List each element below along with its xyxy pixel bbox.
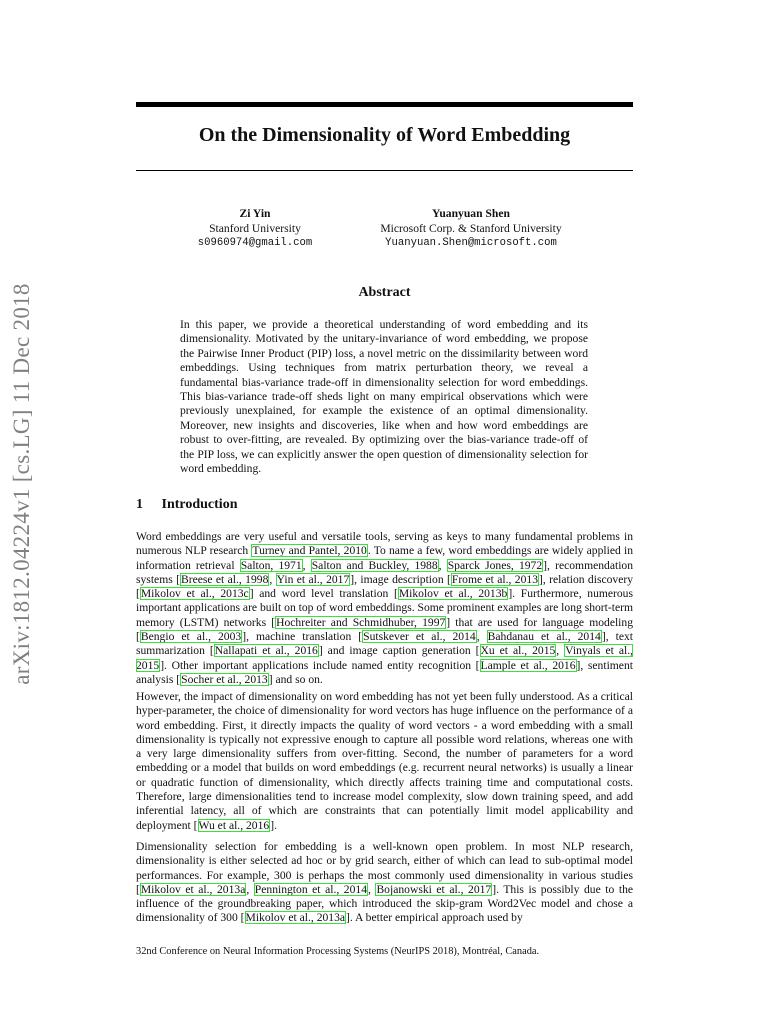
- paragraph-text: ].: [270, 818, 277, 832]
- author-affiliation: Stanford University: [209, 222, 301, 235]
- citation-link[interactable]: Nallapati et al., 2016: [214, 644, 318, 658]
- paragraph-text: ,: [246, 882, 254, 896]
- author-block: [360, 206, 582, 251]
- citation-link[interactable]: Turney and Pantel, 2010: [252, 544, 367, 558]
- citation-link[interactable]: Pennington et al., 2014: [254, 882, 367, 896]
- title-rule-top: [136, 102, 633, 107]
- paragraph-text: ]. This is possibly due to the influence of the groundbreaking paper, which introduced the skip-gram Word2Vec model and chose a dimensionality of 300 [: [136, 882, 634, 925]
- section-heading: [136, 497, 237, 513]
- paragraph-text: . To name a few, word embeddings are widely applied in information retrieval: [136, 544, 633, 572]
- citation-link[interactable]: Frome et al., 2013: [451, 572, 538, 586]
- title-rule-bottom: [136, 170, 633, 171]
- citation-link[interactable]: Mikolov et al., 2013c: [140, 587, 249, 601]
- author-email[interactable]: s0960974@gmail.com: [197, 237, 313, 249]
- paragraph-text: ,: [556, 644, 565, 658]
- citation-link[interactable]: Salton and Buckley, 1988: [311, 558, 438, 572]
- paragraph-text: ], text summarization [: [136, 630, 634, 658]
- citation-link[interactable]: Salton, 1971: [240, 558, 302, 572]
- paragraph-text: ], sentiment analysis [: [136, 658, 633, 686]
- author-name: Zi Yin: [239, 207, 271, 220]
- paragraph-text: ], image description [: [350, 572, 451, 586]
- intro-paragraph-2: [136, 690, 633, 833]
- author-name: Yuanyuan Shen: [432, 207, 510, 220]
- citation-link[interactable]: Yin et al., 2017: [276, 572, 350, 586]
- citation-link[interactable]: Mikolov et al., 2013a: [245, 911, 346, 925]
- paragraph-text: ]. Furthermore, numerous important applications are built on top of word embeddings. Some prominent examples are long short-term memory (LSTM) networks [: [136, 587, 633, 629]
- citation-link[interactable]: Lample et al., 2016: [480, 658, 576, 672]
- citation-link[interactable]: Bengio et al., 2003: [140, 630, 242, 644]
- paragraph-text: ,: [368, 882, 376, 896]
- intro-paragraph-3: [136, 840, 633, 926]
- author-email[interactable]: Yuanyuan.Shen@microsoft.com: [385, 237, 557, 249]
- paragraph-text: ]. A better empirical approach used by: [346, 911, 523, 925]
- paragraph-text: ] and image caption generation [: [318, 644, 480, 658]
- paragraph-text: ,: [476, 630, 487, 644]
- citation-link[interactable]: Xu et al., 2015: [480, 644, 556, 658]
- paragraph-text: ,: [269, 572, 276, 586]
- citation-link[interactable]: Sutskever et al., 2014: [363, 630, 476, 644]
- citation-link[interactable]: Hochreiter and Schmidhuber, 1997: [276, 615, 446, 629]
- paragraph-text: ,: [438, 558, 447, 572]
- citation-link[interactable]: Mikolov et al., 2013b: [398, 587, 508, 601]
- paragraph-text: ] and word level translation [: [249, 587, 398, 601]
- citation-link[interactable]: Vinyals et al., 2015: [136, 644, 634, 672]
- paragraph-text: ], relation discovery [: [136, 572, 633, 601]
- paragraph-text: ]. Other important applications include named entity recognition [: [160, 658, 480, 672]
- conference-footnote: 32nd Conference on Neural Information Processing Systems (NeurIPS 2018), Montréal, Canada.: [136, 946, 540, 957]
- paragraph-text: ], recommendation systems [: [136, 558, 634, 586]
- citation-link[interactable]: Mikolov et al., 2013a: [140, 882, 246, 896]
- author-block: [180, 206, 330, 251]
- section-title: Introduction: [161, 497, 238, 512]
- paragraph-text: Word embeddings are very useful and versatile tools, serving as keys to many fundamental problems in numerous NLP research: [136, 530, 633, 558]
- paper-title: On the Dimensionality of Word Embedding: [198, 124, 571, 146]
- citation-link[interactable]: Breese et al., 1998: [180, 572, 269, 586]
- paragraph-text: Dimensionality selection for embedding is a well-known open problem. In most NLP research, dimensionality is either selected ad hoc or by grid search, either of which can lead to sub-optimal model performances. For example, 300 is perhaps the most commonly used dimensionality in various studies [: [136, 840, 633, 896]
- paragraph-text: ], machine translation [: [242, 630, 363, 644]
- intro-paragraph-1: [136, 530, 633, 687]
- paragraph-text: ,: [302, 558, 311, 572]
- citation-link[interactable]: Socher et al., 2013: [181, 672, 268, 686]
- citation-link[interactable]: Bojanowski et al., 2017: [376, 882, 492, 896]
- paragraph-text: However, the impact of dimensionality on word embedding has not yet been fully understood. As a critical hyper-parameter, the choice of dimensionality for word vectors has huge influence on the performance of a word embedding. First, it directly impacts the quality of word vectors - a word embedding with a small dimensionality is typically not expressive enough to capture all possible word relations, whereas one with a very large dimensionality suffers from over-fitting. Second, the number of parameters for a word embedding or a model that builds on word embeddings (e.g. recurrent neural networks) is usually a linear or quadratic function of dimensionality, which directly affects training time and computational costs. Therefore, large dimensionalities tend to increase model complexity, slow down training speed, and add inferential latency, all of which are constraints that can potentially limit model applicability and deployment [: [136, 690, 633, 832]
- section-number: 1: [136, 497, 143, 512]
- paragraph-text: ] and so on.: [268, 672, 323, 686]
- citation-link[interactable]: Sparck Jones, 1972: [447, 558, 543, 572]
- abstract-heading: Abstract: [358, 285, 411, 300]
- citation-link[interactable]: Bahdanau et al., 2014: [487, 630, 601, 644]
- citation-link[interactable]: Wu et al., 2016: [198, 818, 270, 832]
- author-affiliation: Microsoft Corp. & Stanford University: [380, 222, 562, 235]
- abstract-body: In this paper, we provide a theoretical understanding of word embedding and its dimensionality. Motivated by the unitary-invariance of word embedding, we propose the Pairwise Inner Product (PIP) loss, a novel metric on the dissimilarity between word embeddings. Using techniques from matrix perturbation theory, we reveal a fundamental bias-variance trade-off in dimensionality selection for word embeddings. This bias-variance trade-off sheds light on many empirical observations which were previously unexplained, for example the existence of an optimal dimensionality. Moreover, new insights and discoveries, like when and how word embeddings are robust to over-fitting, are revealed. By optimizing over the bias-variance trade-off of the PIP loss, we can explicitly answer the open question of dimensionality selection for word embedding.: [180, 318, 588, 476]
- paragraph-text: ] that are used for language modeling [: [136, 615, 633, 644]
- arxiv-identifier-stamp: arXiv:1812.04224v1 [cs.LG] 11 Dec 2018: [9, 283, 34, 685]
